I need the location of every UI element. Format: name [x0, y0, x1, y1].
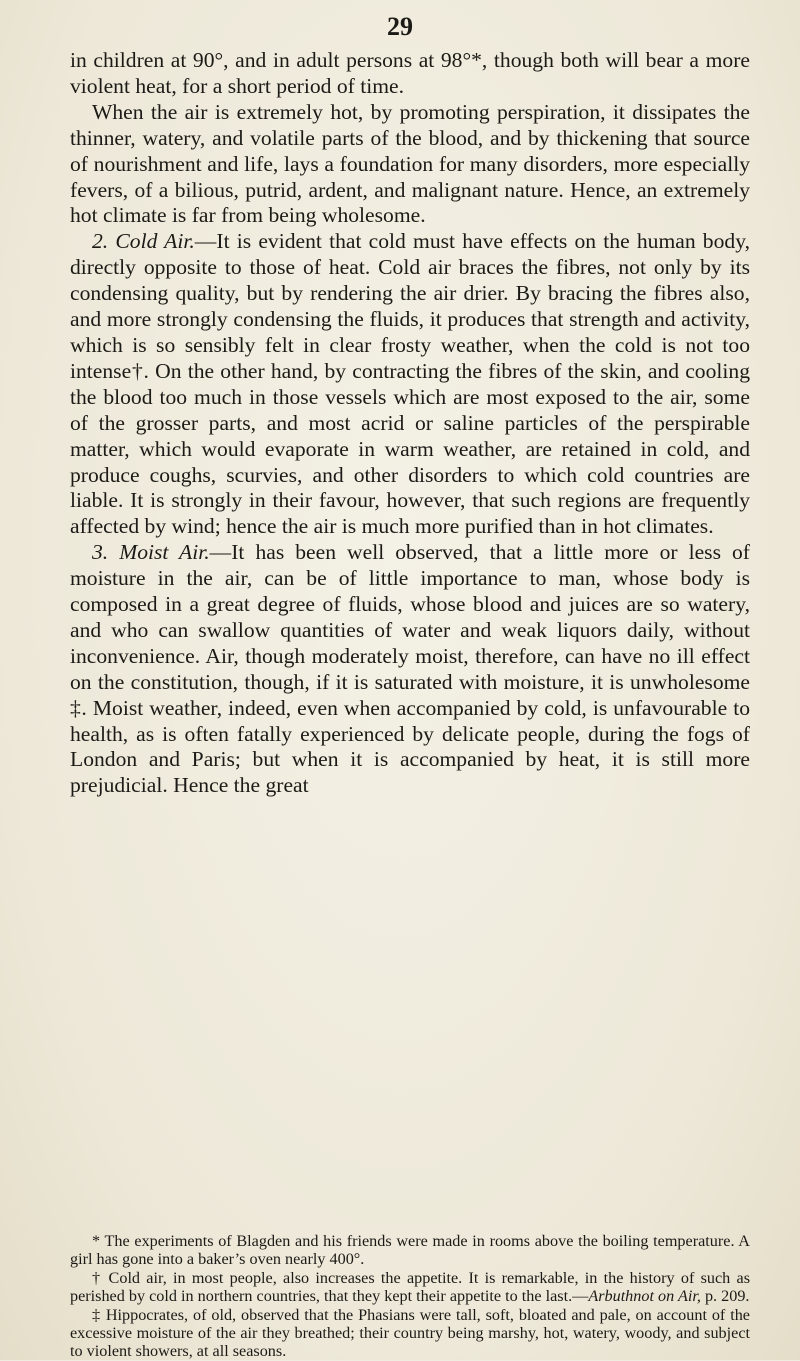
footnote-cold-air-page: p. 209. — [700, 1287, 750, 1306]
section-cold-air — [70, 229, 750, 540]
section-moist-air — [70, 540, 750, 799]
footnote-cold-air-source: Arbuthnot on Air, — [588, 1287, 701, 1306]
section-heading-moist-air: 3. Moist Air. — [92, 540, 210, 565]
page-number: 29 — [387, 12, 413, 41]
footnotes — [70, 1232, 750, 1361]
paragraph-continuation: in children at 90°, and in adult persons at 98°*, though both will bear a more violent heat, for a short period of time. — [70, 48, 750, 98]
footnote-cold-air — [70, 1269, 750, 1306]
paragraph-hot-air: When the air is extremely hot, by promoting perspiration, it dissipates the thinner, watery, and volatile parts of the blood, and by thickening that source of nourishment and life, lays a foundation for many disorders, more especially fevers, of a bilious, putrid, ardent, and malignant nature. Hence, an extremely hot climate is far from being wholesome. — [70, 99, 750, 228]
footnote-cold-air-text: † Cold air, in most people, also increases the appetite. It is remarkable, in the history of such as perished by cold in northern countries, that they kept their appetite to the last.— — [70, 1268, 750, 1306]
footnote-blagden: * The experiments of Blagden and his friends were made in rooms above the boiling temperature. A girl has gone into a baker’s oven nearly 400°. — [70, 1232, 750, 1269]
footnote-hippocrates: ‡ Hippocrates, of old, observed that the Phasians were tall, soft, bloated and pale, on account of the excessive moisture of the air they breathed; their country being marshy, hot, watery, woody, and subject to violent showers, at all seasons. — [70, 1305, 750, 1361]
section-body-cold-air: —It is evident that cold must have effects on the human body, directly opposite to those of heat. Cold air braces the fibres, not only by its condensing quality, but by rendering the air drier. By bracing the fibres also, and more strongly condensing the fluids, it produces that strength and activity, which is so sensibly felt in clear frosty weather, when the cold is not too intense†. On the other hand, by contracting the fibres of the skin, and cooling the blood too much in those vessels which are most exposed to the air, some of the grosser parts, and most acrid or saline particles of the perspirable matter, which would evaporate in warm weather, are retained in cold, and produce coughs, scurvies, and other disorders to which cold countries are liable. It is strongly in their favour, however, that such regions are frequently affected by wind; hence the air is much more purified than in hot climates. — [70, 229, 750, 539]
main-text — [70, 48, 750, 799]
section-body-moist-air: —It has been well observed, that a little more or less of moisture in the air, can be of little importance to man, whose body is composed in a great degree of fluids, whose blood and juices are so watery, and who can swallow quantities of water and weak liquors daily, without inconvenience. Air, though moderately moist, therefore, can have no ill effect on the constitution, though, if it is saturated with moisture, it is unwholesome ‡. Moist weather, indeed, even when accompanied by cold, is unfavourable to health, as is often fatally experienced by delicate people, during the fogs of London and Paris; but when it is accompanied by heat, it is still more prejudicial. Hence the great — [70, 540, 750, 798]
section-heading-cold-air: 2. Cold Air. — [92, 229, 195, 254]
